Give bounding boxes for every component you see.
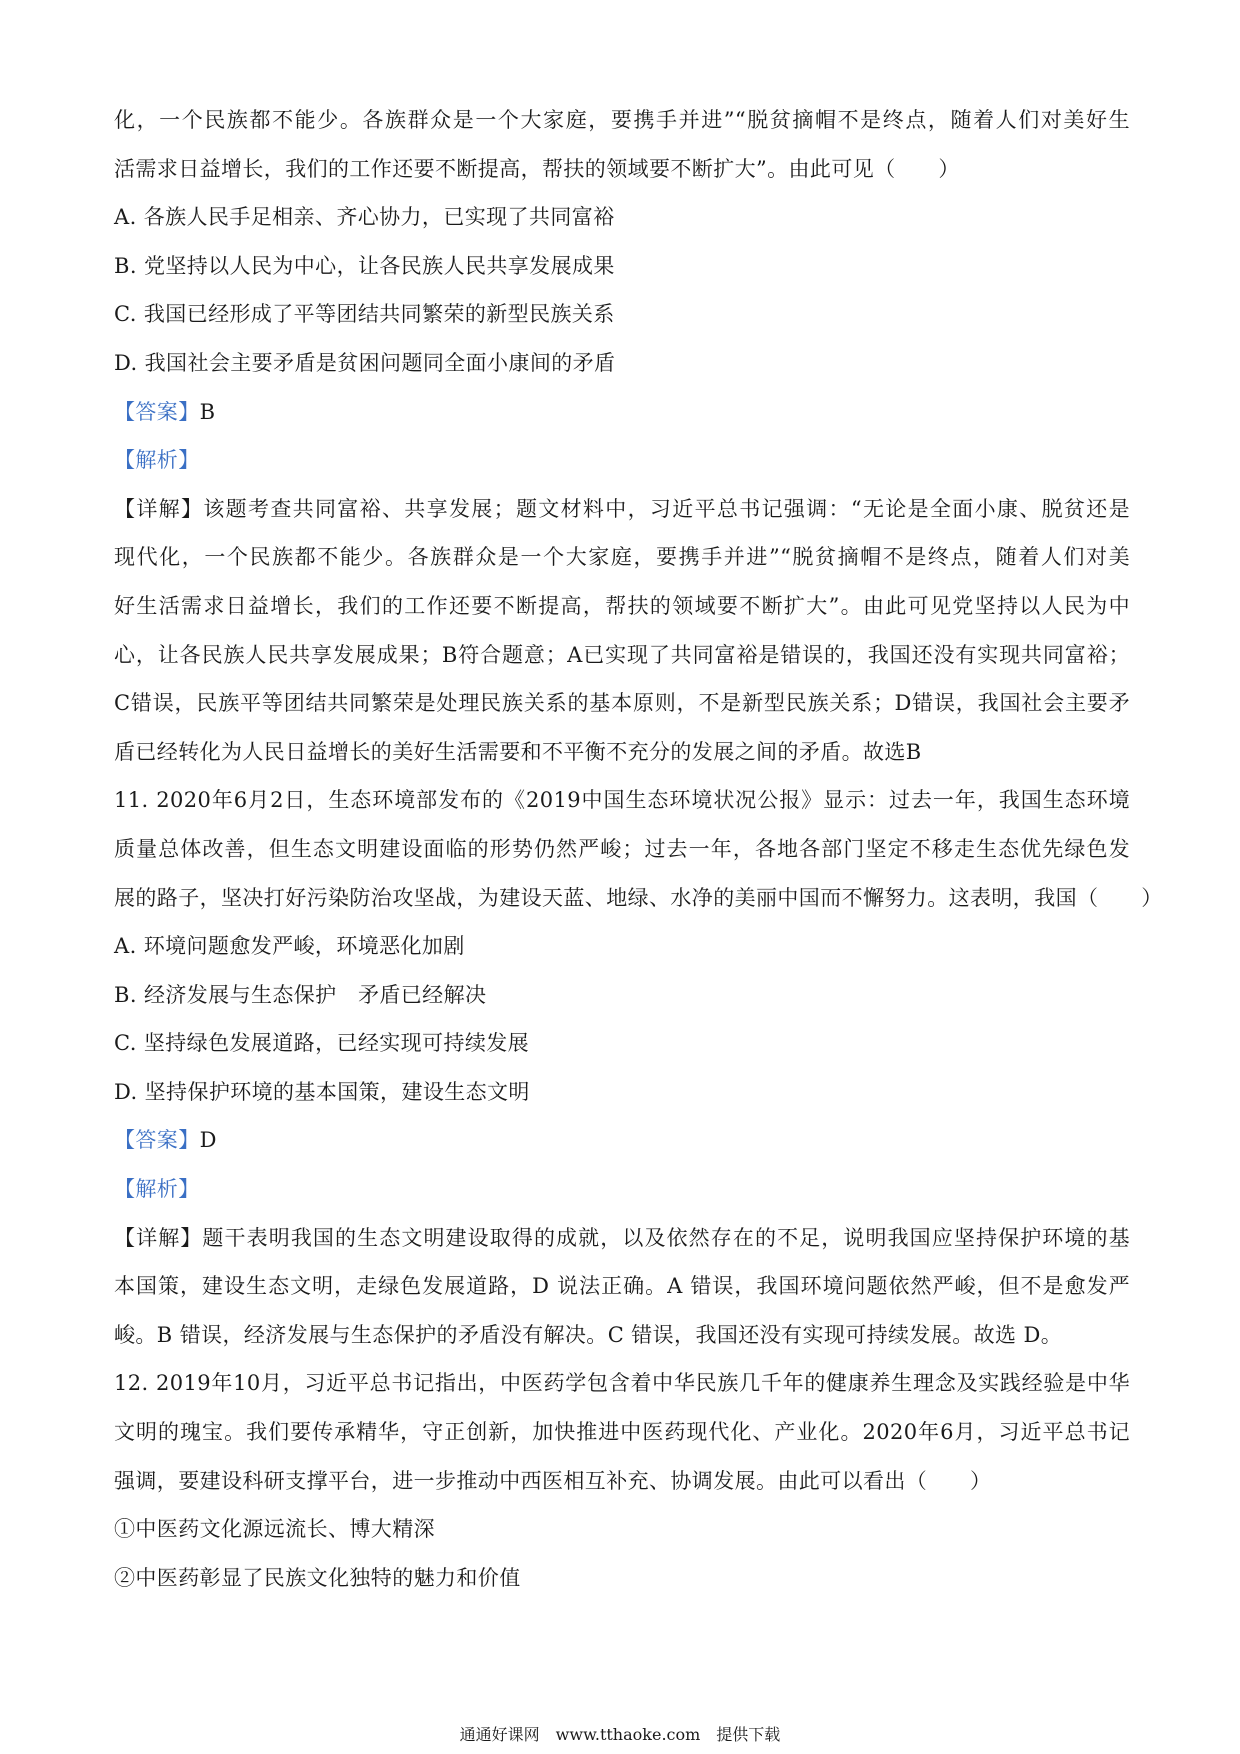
q10-stem-line-1: 化，一个民族都不能少。各族群众是一个大家庭，要携手并进”“脱贫摘帽不是终点，随着人们对美好生 xyxy=(114,108,1130,132)
q10-option-b: B. 党坚持以人民为中心，让各民族人民共享发展成果 xyxy=(114,253,615,278)
q11-stem-line-2: 质量总体改善，但生态文明建设面临的形势仍然严峻；过去一年，各地各部门坚定不移走生态优先绿色发 xyxy=(114,836,1130,861)
q11-detail-line-2: 本国策，建设生态文明，走绿色发展道路，D 说法正确。A 错误，我国环境问题依然严峻，但不是愈发严 xyxy=(114,1274,1130,1299)
answer-tag: 【答案】 xyxy=(114,399,200,424)
q11-detail-line-3: 峻。B 错误，经济发展与生态保护的矛盾没有解决。C 错误，我国还没有实现可持续发展。故选 D。 xyxy=(114,1322,1063,1347)
answer-value: D xyxy=(199,1128,217,1153)
q10-stem-line-2: 活需求日益增长，我们的工作还要不断提高，帮扶的领域要不断扩大”。由此可见（ ） xyxy=(114,156,960,181)
q11-analysis xyxy=(114,1165,1130,1214)
q10-detail-line-3: 好生活需求日益增长，我们的工作还要不断提高，帮扶的领域要不断扩大”。由此可见党坚持以人民为中 xyxy=(114,593,1130,618)
q12-item-1: ①中医药文化源远流长、博大精深 xyxy=(114,1517,435,1542)
q10-detail-line-6: 盾已经转化为人民日益增长的美好生活需要和不平衡不充分的发展之间的矛盾。故选B xyxy=(114,739,922,764)
q10-answer xyxy=(114,388,1130,437)
q10-option-d: D. 我国社会主要矛盾是贫困问题同全面小康间的矛盾 xyxy=(114,350,616,375)
q12-stem-line-1: 12. 2019年10月，习近平总书记指出，中医药学包含着中华民族几千年的健康养生理念及实践经验是中华 xyxy=(114,1371,1130,1396)
q11-option-c: C. 坚持绿色发展道路，已经实现可持续发展 xyxy=(114,1031,530,1056)
detail-tag: 【详解】 xyxy=(114,1225,203,1250)
q11-option-a: A. 环境问题愈发严峻，环境恶化加剧 xyxy=(114,934,465,959)
analysis-tag: 【解析】 xyxy=(114,448,200,473)
detail-tag: 【详解】 xyxy=(114,496,204,521)
page-footer: 通通好课网 www.tthaoke.com 提供下载 xyxy=(459,1725,781,1744)
document-page xyxy=(114,96,1163,1602)
q12-stem-line-2: 文明的瑰宝。我们要传承精华，守正创新，加快推进中医药现代化、产业化。2020年6月，习近平总书记 xyxy=(114,1420,1131,1445)
detail-text: 题干表明我国的生态文明建设取得的成就，以及依然存在的不足，说明我国应坚持保护环境的基 xyxy=(202,1225,1131,1250)
q11-stem-line-1: 11. 2020年6月2日，生态环境部发布的《2019中国生态环境状况公报》显示：过去一年，我国生态环境 xyxy=(114,788,1130,813)
q10-analysis xyxy=(114,436,1130,485)
q10-detail-line-4: 心，让各民族人民共享发展成果；B符合题意；A已实现了共同富裕是错误的，我国还没有实现共同富裕； xyxy=(114,642,1130,667)
q11-option-b: B. 经济发展与生态保护 矛盾已经解决 xyxy=(114,982,487,1007)
analysis-tag: 【解析】 xyxy=(114,1177,200,1202)
q10-detail-line-5: C错误，民族平等团结共同繁荣是处理民族关系的基本原则，不是新型民族关系；D错误，我国社会主要矛 xyxy=(114,691,1130,716)
q10-detail-line-2: 现代化，一个民族都不能少。各族群众是一个大家庭，要携手并进”“脱贫摘帽不是终点，随着人们对美 xyxy=(114,545,1130,570)
answer-tag: 【答案】 xyxy=(114,1128,200,1153)
answer-value: B xyxy=(199,399,216,424)
q11-answer xyxy=(114,1116,1130,1165)
detail-text: 该题考查共同富裕、共享发展；题文材料中，习近平总书记强调：“无论是全面小康、脱贫还是 xyxy=(203,496,1130,521)
q11-option-d: D. 坚持保护环境的基本国策，建设生态文明 xyxy=(114,1079,530,1104)
q12-item-2: ②中医药彰显了民族文化独特的魅力和价值 xyxy=(114,1565,521,1590)
q10-option-a: A. 各族人民手足相亲、齐心协力，已实现了共同富裕 xyxy=(114,205,615,230)
q10-detail-line-1 xyxy=(114,485,1130,534)
q12-stem-line-3: 强调，要建设科研支撑平台，进一步推动中西医相互补充、协调发展。由此可以看出（ ） xyxy=(114,1468,992,1493)
q11-stem-line-3: 展的路子，坚决打好污染防治攻坚战，为建设天蓝、地绿、水净的美丽中国而不懈努力。这表明，我国（ ） xyxy=(114,885,1163,910)
q11-detail-line-1 xyxy=(114,1214,1130,1263)
q10-option-c: C. 我国已经形成了平等团结共同繁荣的新型民族关系 xyxy=(114,302,615,327)
